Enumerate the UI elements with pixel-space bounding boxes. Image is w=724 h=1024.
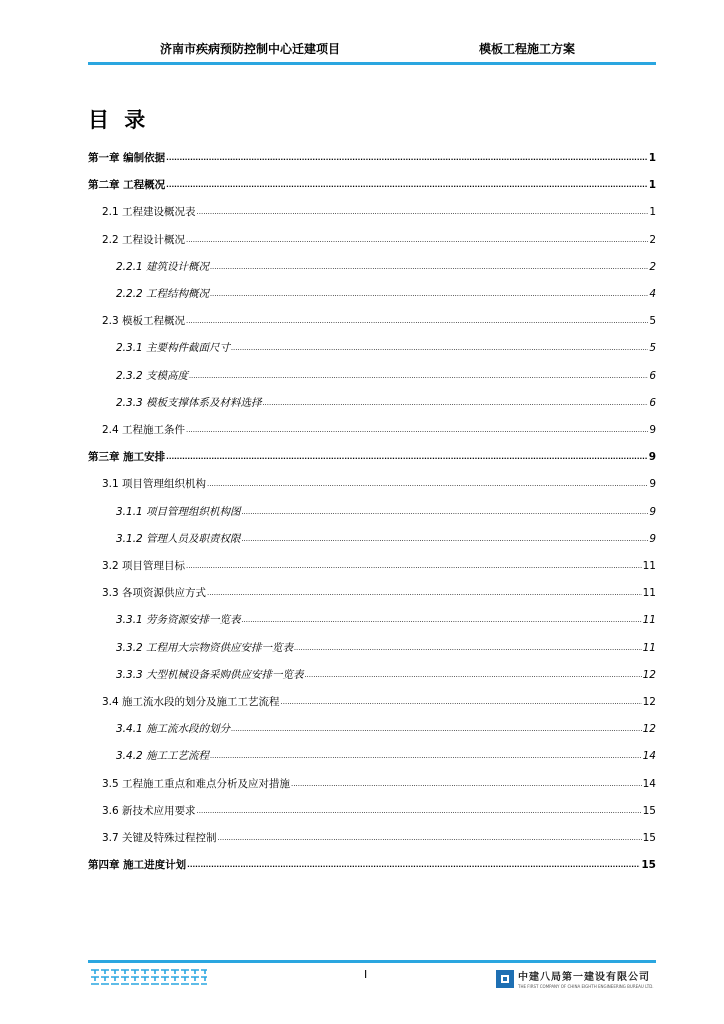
footer-divider (88, 960, 656, 963)
toc-heading: 目 录 (88, 108, 150, 132)
toc-entry[interactable] (88, 201, 656, 219)
toc-entry-text: 3.1.1 项目管理组织机构图 (116, 505, 241, 518)
toc-entry-page: 1 (648, 152, 656, 164)
page-header (88, 36, 656, 58)
company-logo (496, 968, 654, 989)
toc-leader-dots (210, 286, 648, 301)
toc-leader-dots (166, 150, 648, 165)
toc-entry[interactable] (88, 528, 656, 546)
toc-entry-text: 第四章 施工进度计划 (88, 859, 187, 872)
toc-entry-page: 2 (649, 260, 656, 273)
toc-entry-page: 6 (649, 396, 656, 409)
toc-entry-text: 2.2 工程设计概况 (102, 233, 186, 246)
toc-entry[interactable] (88, 800, 656, 818)
toc-entry[interactable] (88, 229, 656, 247)
toc-leader-dots (186, 313, 648, 328)
header-document-title: 模板工程施工方案 (479, 42, 576, 56)
toc-entry-text: 3.4 施工流水段的划分及施工工艺流程 (102, 696, 280, 708)
toc-leader-dots (207, 585, 642, 600)
toc-entry[interactable] (88, 501, 656, 519)
toc-leader-dots (197, 803, 642, 818)
toc-entry[interactable] (88, 473, 656, 491)
toc-entry-text: 3.4.2 施工工艺流程 (116, 750, 210, 763)
page-number: I (364, 968, 368, 981)
toc-entry[interactable] (88, 664, 656, 682)
toc-entry[interactable] (88, 745, 656, 763)
toc-leader-dots (242, 612, 642, 627)
toc-entry-text: 3.3 各项资源供应方式 (102, 587, 207, 600)
toc-entry-page: 11 (642, 641, 656, 654)
toc-leader-dots (281, 694, 642, 709)
toc-leader-dots (186, 232, 648, 247)
company-name-cn: 中建八局第一建设有限公司 (518, 972, 650, 983)
toc-leader-dots (218, 830, 642, 845)
toc-entry[interactable] (88, 691, 656, 709)
toc-entry-text: 2.3.1 主要构件截面尺寸 (116, 342, 231, 355)
toc-entry[interactable] (88, 582, 656, 600)
toc-entry[interactable] (88, 283, 656, 301)
toc-leader-dots (294, 640, 642, 655)
header-divider (88, 62, 656, 65)
toc-entry-page: 9 (649, 532, 656, 545)
toc-entry[interactable] (88, 609, 656, 627)
company-logo-icon (496, 970, 514, 988)
toc-entry-text: 3.3.2 工程用大宗物资供应安排一览表 (116, 641, 294, 654)
toc-entry-page: 11 (642, 560, 656, 572)
toc-entry-page: 9 (649, 424, 656, 436)
toc-leader-dots (231, 340, 648, 355)
toc-leader-dots (305, 667, 642, 682)
toc-leader-dots (263, 395, 649, 410)
toc-leader-dots (231, 721, 642, 736)
toc-entry-text: 2.3.2 支模高度 (116, 369, 189, 382)
toc-entry[interactable] (88, 174, 656, 192)
toc-entry-page: 6 (649, 369, 656, 382)
toc-entry[interactable] (88, 392, 656, 410)
toc-entry-text: 3.4.1 施工流水段的划分 (116, 723, 231, 736)
toc-entry-text: 3.7 关键及特殊过程控制 (102, 832, 217, 844)
toc-entry-text: 2.3 模板工程概况 (102, 315, 186, 328)
toc-entry-text: 3.6 新技术应用要求 (102, 804, 196, 817)
toc-entry-page: 12 (642, 696, 656, 708)
toc-leader-dots (187, 857, 640, 872)
toc-leader-dots (186, 422, 648, 437)
toc-entry-page: 1 (649, 206, 656, 219)
toc-entry-page: 15 (642, 832, 656, 844)
toc-entry[interactable] (88, 256, 656, 274)
toc-entry-text: 2.2.1 建筑设计概况 (116, 260, 210, 273)
toc-leader-dots (291, 776, 642, 791)
toc-entry[interactable] (88, 446, 656, 464)
toc-entry[interactable] (88, 365, 656, 383)
toc-entry-page: 2 (649, 233, 656, 246)
toc-entry-page: 9 (648, 451, 656, 464)
header-project-name: 济南市疾病预防控制中心迁建项目 (160, 42, 341, 56)
toc-entry[interactable] (88, 310, 656, 328)
toc-entry[interactable] (88, 337, 656, 355)
toc-leader-dots (207, 476, 648, 491)
toc-entry-text: 2.3.3 模板支撑体系及材料选择 (116, 396, 262, 409)
toc-entry[interactable] (88, 718, 656, 736)
toc-entry-text: 第三章 施工安排 (88, 451, 166, 464)
toc-entry-text: 第二章 工程概况 (88, 179, 166, 192)
toc-entry-text: 3.3.1 劳务资源安排一览表 (116, 614, 241, 627)
toc-entry-text: 第一章 编制依据 (88, 152, 166, 164)
toc-entry[interactable] (88, 827, 656, 845)
toc-entry[interactable] (88, 147, 656, 165)
toc-entry-page: 4 (649, 288, 656, 300)
toc-leader-dots (242, 504, 649, 519)
toc-entry-text: 2.4 工程施工条件 (102, 424, 186, 436)
toc-entry-page: 5 (649, 315, 656, 328)
toc-leader-dots (166, 177, 648, 192)
toc-entry[interactable] (88, 555, 656, 573)
toc-entry[interactable] (88, 854, 656, 872)
toc-entry-page: 9 (649, 505, 656, 518)
toc-leader-dots (166, 449, 648, 464)
toc-entry-page: 11 (642, 587, 656, 600)
toc-entry-page: 15 (641, 859, 656, 872)
company-name-en: THE FIRST COMPANY OF CHINA EIGHTH ENGINEERING BUREAU LTD. (518, 984, 654, 989)
toc-entry-page: 12 (642, 723, 656, 736)
toc-entry-page: 11 (642, 614, 656, 627)
toc-entry-text: 3.1 项目管理组织机构 (102, 478, 207, 491)
toc-entry-page: 1 (648, 179, 656, 192)
toc-leader-dots (210, 259, 648, 274)
toc-entry-text: 3.5 工程施工重点和难点分析及应对措施 (102, 777, 291, 790)
toc-entry-text: 2.1 工程建设概况表 (102, 206, 196, 219)
toc-entry-page: 15 (642, 804, 656, 817)
toc-entry-page: 9 (649, 478, 656, 491)
toc-entry-page: 12 (642, 668, 656, 681)
toc-entry-text: 3.3.3 大型机械设备采购供应安排一览表 (116, 668, 304, 681)
toc-entry[interactable] (88, 419, 656, 437)
toc-entry-page: 14 (642, 750, 656, 763)
footer-wave-pattern-icon (90, 966, 208, 988)
toc-leader-dots (197, 204, 649, 219)
toc-leader-dots (189, 368, 648, 383)
toc-entry[interactable] (88, 637, 656, 655)
toc-leader-dots (210, 748, 642, 763)
toc-entry-page: 14 (642, 777, 656, 790)
toc-leader-dots (186, 558, 642, 573)
toc-entry-text: 3.2 项目管理目标 (102, 560, 186, 572)
toc-entry[interactable] (88, 773, 656, 791)
toc-leader-dots (242, 531, 649, 546)
toc-entry-text: 2.2.2 工程结构概况 (116, 288, 210, 300)
toc-entry-text: 3.1.2 管理人员及职责权限 (116, 532, 241, 545)
toc-entry-page: 5 (649, 342, 656, 355)
